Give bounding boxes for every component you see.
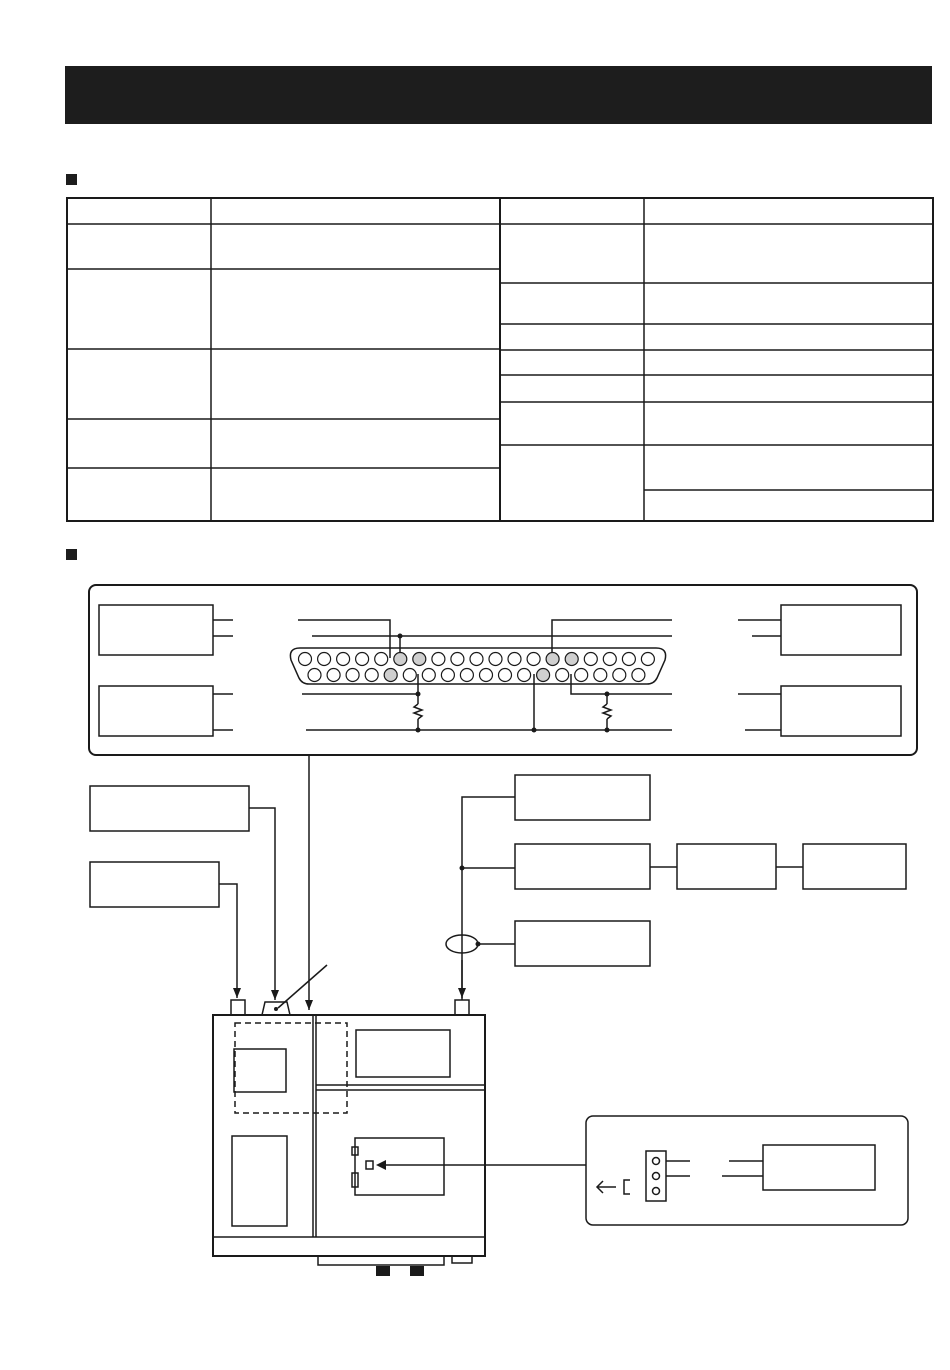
knob-icon [410,1266,424,1276]
device-box-top-right [781,605,901,655]
external-box-3 [515,775,650,820]
arrow-head [458,988,466,998]
connector-pin [327,669,340,682]
connector-pin [603,653,616,666]
connector-pin [470,653,483,666]
jumper-header [646,1151,666,1201]
connector-pin [432,653,445,666]
junction-dot [605,692,610,697]
bracket-icon [624,1180,630,1194]
resistor-left [414,704,422,719]
connector-pin [641,653,654,666]
arrow-head [233,988,241,998]
connector-pin [632,669,645,682]
connector-pin [394,653,407,666]
unit-module-1 [234,1049,286,1092]
junction-dot [398,634,403,639]
connector-pin [613,669,626,682]
knob-icon [376,1266,390,1276]
external-box-7 [515,921,650,966]
junction-dot [605,728,610,733]
connector-pin [508,653,521,666]
connector-pin [480,669,493,682]
connector-pin [365,669,378,682]
connector-pin [556,669,569,682]
unit-module-3 [232,1136,287,1226]
dashed-region [235,1023,347,1113]
junction-dot [532,728,537,733]
pointer-line [278,965,327,1008]
external-box-6 [803,844,906,889]
inset-box [763,1145,875,1190]
wire [249,808,275,992]
connector-pin [308,669,321,682]
external-box-1 [90,786,249,831]
antenna-connector-right [455,1000,469,1015]
arrow-head [376,1160,386,1170]
junction-dot [460,866,465,871]
external-box-5 [677,844,776,889]
unit-module-4 [355,1138,444,1195]
wire [219,884,237,992]
connector-pin [584,653,597,666]
device-box-bottom-left [99,686,213,736]
connector-pin [384,669,397,682]
connector-pin [575,669,588,682]
jumper-pin [653,1173,660,1180]
connector-pin [413,653,426,666]
connector-pins-bottom [308,669,645,682]
unit-jumper [366,1161,373,1169]
unit-foot-right [452,1256,472,1263]
external-box-4 [515,844,650,889]
connector-pin [375,653,388,666]
connector-pin [489,653,502,666]
connector-pin [537,669,550,682]
connector-pin [403,669,416,682]
junction-dot [476,942,481,947]
unit-module-2 [356,1030,450,1077]
connector-pin [546,653,559,666]
junction-dot [416,692,421,697]
connector-pin [451,653,464,666]
connector-pin [422,669,435,682]
jumper-pin [653,1188,660,1195]
jumper-pin [653,1158,660,1165]
connector-pin [337,653,350,666]
connector-pin [527,653,540,666]
connector-pin [318,653,331,666]
resistor-right [603,704,611,719]
connector-pin [299,653,312,666]
connector-pin [622,653,635,666]
connector-pin [499,669,512,682]
detail-inset [586,1116,908,1225]
device-box-top-left [99,605,213,655]
connector-pin [518,669,531,682]
unit-feet [318,1256,444,1265]
junction-dot [416,728,421,733]
connector-pin [460,669,473,682]
antenna-connector-left [231,1000,245,1015]
socket-dot [274,1007,278,1011]
arrow-head [305,1000,313,1010]
arrow-head [271,990,279,1000]
wire [462,797,515,1000]
external-box-2 [90,862,219,907]
connector-pin [441,669,454,682]
connector-pin [594,669,607,682]
connector-pins-top [299,653,655,666]
connector-pin [356,653,369,666]
connector-pin [346,669,359,682]
connector-pin [565,653,578,666]
device-box-bottom-right [781,686,901,736]
